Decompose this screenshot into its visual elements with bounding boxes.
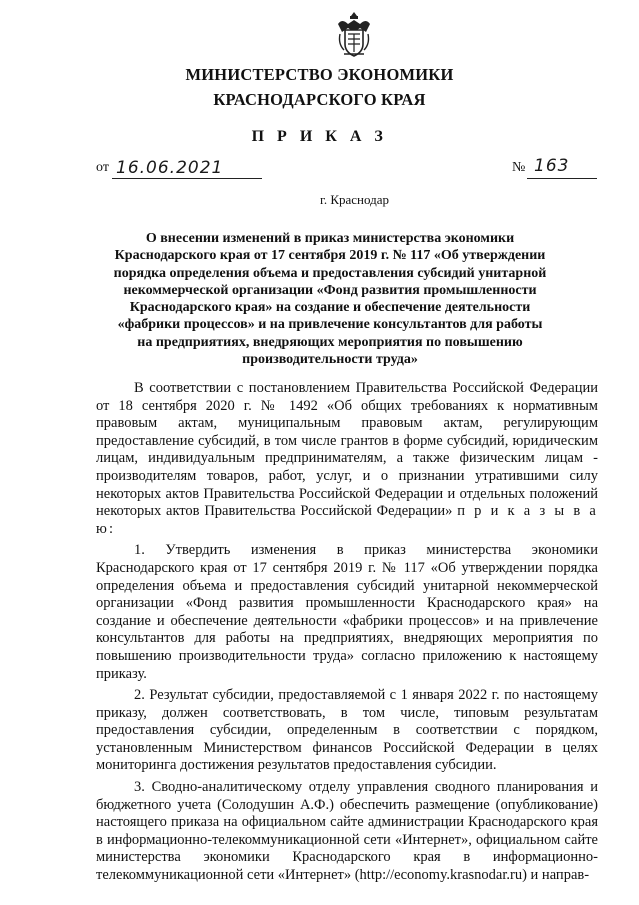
number-underline (527, 178, 597, 179)
coat-of-arms-icon (334, 10, 374, 60)
city: г. Краснодар (319, 192, 390, 207)
order-date: 16.06.2021 (116, 158, 224, 178)
ministry-line-1: МИНИСТЕРСТВО ЭКОНОМИКИ (185, 65, 454, 84)
order-number: 163 (534, 156, 570, 176)
item-1: 1. Утвердить изменения в приказ министерства экономики Краснодарского края от 17 сентября 2019 г. № 117 «Об утверждении порядка определения объема и предоставления субсидий унитарной некоммерческой организации «Фонд развития промышленности Краснодарского края» на создание и обеспечение деятельности «фабрики процессов» и на привлечение консультантов для работы на предприятиях, внедряющих мероприятия по повышению производительности труда» согласно приложению к настоящему приказу. (96, 542, 598, 682)
order-body (96, 380, 598, 889)
order-subject: О внесении изменений в приказ министерства экономики Краснодарского края от 17 сентября 2019 г. № 117 «Об утверждении порядка определения объема и предоставления субсидий унитарной некоммерческой организации «Фонд развития промышленности Краснодарского края» на создание и обеспечение деятельности «фабрики процессов» и на привлечение консультантов для работы на предприятиях, внедряющих мероприятия по повышению производительности труда» (113, 231, 547, 368)
item-3: 3. Сводно-аналитическому отделу управления сводного планирования и бюджетного учета (Солодушин А.Ф.) обеспечить размещение (опубликование) настоящего приказа на официальном сайте администрации Краснодарского края в информационно-телекоммуникационной сети «Интернет», официальном сайте министерства экономики Краснодарского края в информационно-телекоммуникационной сети «Интернет» (http://economy.krasnodar.ru) и направ- (96, 779, 598, 884)
date-prefix: от (96, 160, 109, 175)
number-prefix: № (512, 160, 526, 175)
item-2: 2. Результат субсидии, предоставляемой с 1 января 2022 г. по настоящему приказу, должен соответствовать, в том числе, типовым результатам предоставления субсидии, определенным в соответствии с порядком, установленным Министерством финансов Российской Федерации в целях мониторинга достижения результатов предоставления субсидии. (96, 687, 598, 774)
order-title: П Р И К А З (251, 128, 388, 145)
date-underline (112, 178, 262, 179)
preamble-text: В соответствии с постановлением Правительства Российской Федерации от 18 сентября 2020 г. № 1492 «Об общих требованиях к нормативным правовым актам, муниципальным правовым актам, регулирующим предоставление субсидий, в том числе грантов в форме субсидий, юридическим лицам, индивидуальным предпринимателям, а также физическим лицам - производителям товаров, работ, услуг, и о признании утратившими силу некоторых актов Правительства Российской Федерации и отдельных положений некоторых актов Правительства Российской Федерации» (96, 380, 598, 520)
order-word: п р и к а з ы в а ю: (96, 503, 599, 537)
ministry-line-2: КРАСНОДАРСКОГО КРАЯ (213, 90, 426, 109)
preamble-paragraph (96, 380, 598, 538)
ministry-name (0, 62, 639, 112)
